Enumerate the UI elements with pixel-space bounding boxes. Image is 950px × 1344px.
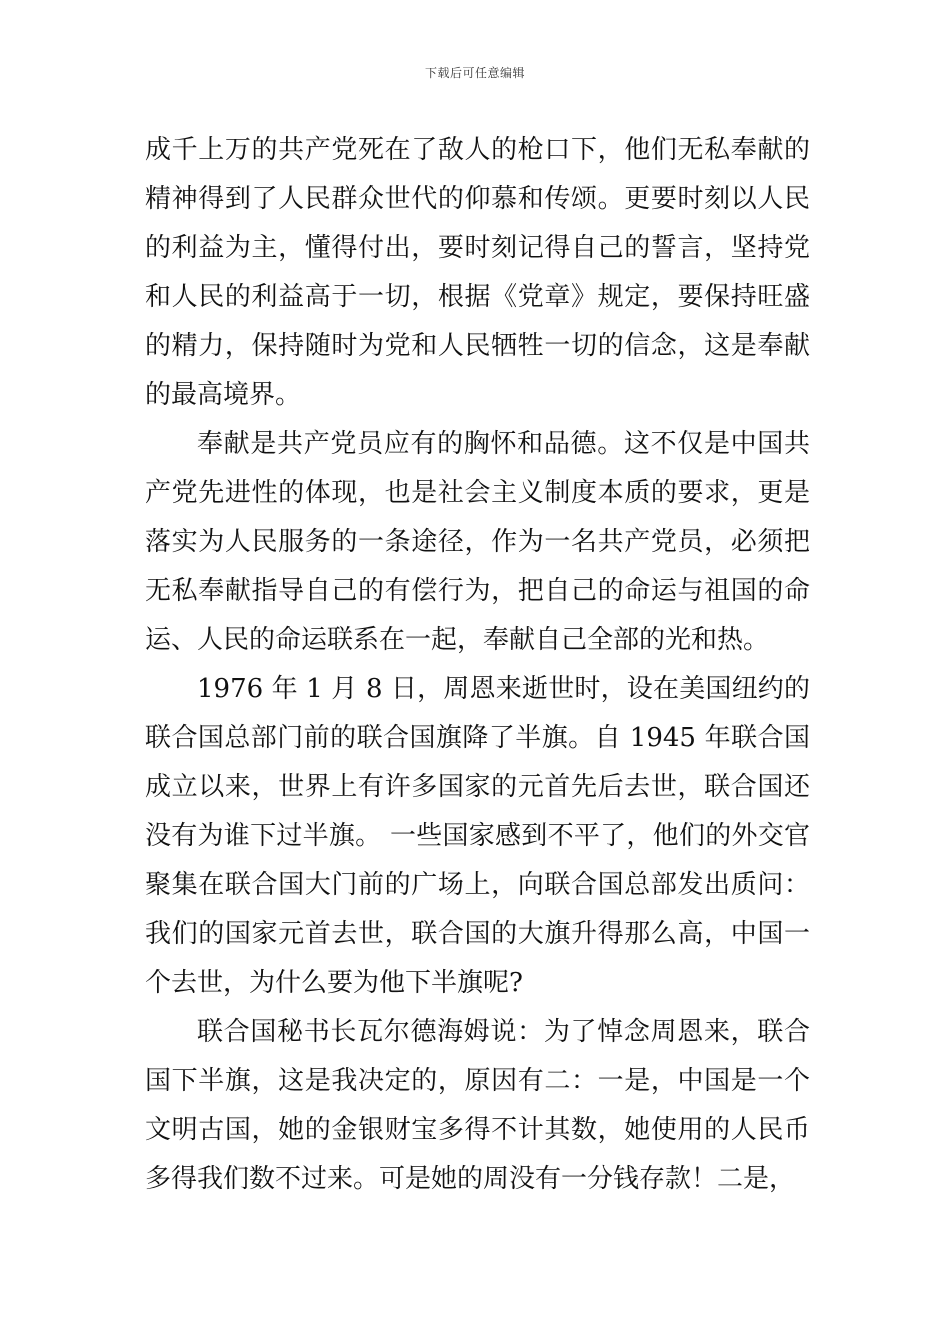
paragraph-1: 成千上万的共产党死在了敌人的枪口下，他们无私奉献的精神得到了人民群众世代的仰慕和传颂。更要时刻以人民的利益为主，懂得付出，要时刻记得自己的誓言，坚持党和人民的利益高于一切，根据《党章》规定，要保持旺盛的精力，保持随时为党和人民牺牲一切的信念，这是奉献的最高境界。 bbox=[145, 135, 810, 410]
paragraph-3: 1976 年 1 月 8 日，周恩来逝世时，设在美国纽约的联合国总部门前的联合国旗降了半旗。自 1945 年联合国成立以来，世界上有许多国家的元首先后去世，联合国还没有为谁下过半旗。 一些国家感到不平了，他们的外交官聚集在联合国大门前的广场上，向联合国总部发出质问：我们的国家元首去世，联合国的大旗升得那么高，中国一个去世，为什么要为他下半旗呢? bbox=[145, 674, 810, 998]
paragraph-2: 奉献是共产党员应有的胸怀和品德。这不仅是中国共产党先进性的体现，也是社会主义制度本质的要求，更是落实为人民服务的一条途径，作为一名共产党员，必须把无私奉献指导自己的有偿行为，把自己的命运与祖国的命运、人民的命运联系在一起，奉献自己全部的光和热。 bbox=[145, 429, 810, 655]
page-header: 下载后可任意编辑 bbox=[424, 66, 525, 80]
document-body bbox=[145, 126, 810, 1204]
paragraph-4: 联合国秘书长瓦尔德海姆说：为了悼念周恩来，联合国下半旗，这是我决定的，原因有二：一是，中国是一个文明古国，她的金银财宝多得不计其数，她使用的人民币多得我们数不过来。可是她的周没有一分钱存款！二是， bbox=[145, 1017, 810, 1194]
